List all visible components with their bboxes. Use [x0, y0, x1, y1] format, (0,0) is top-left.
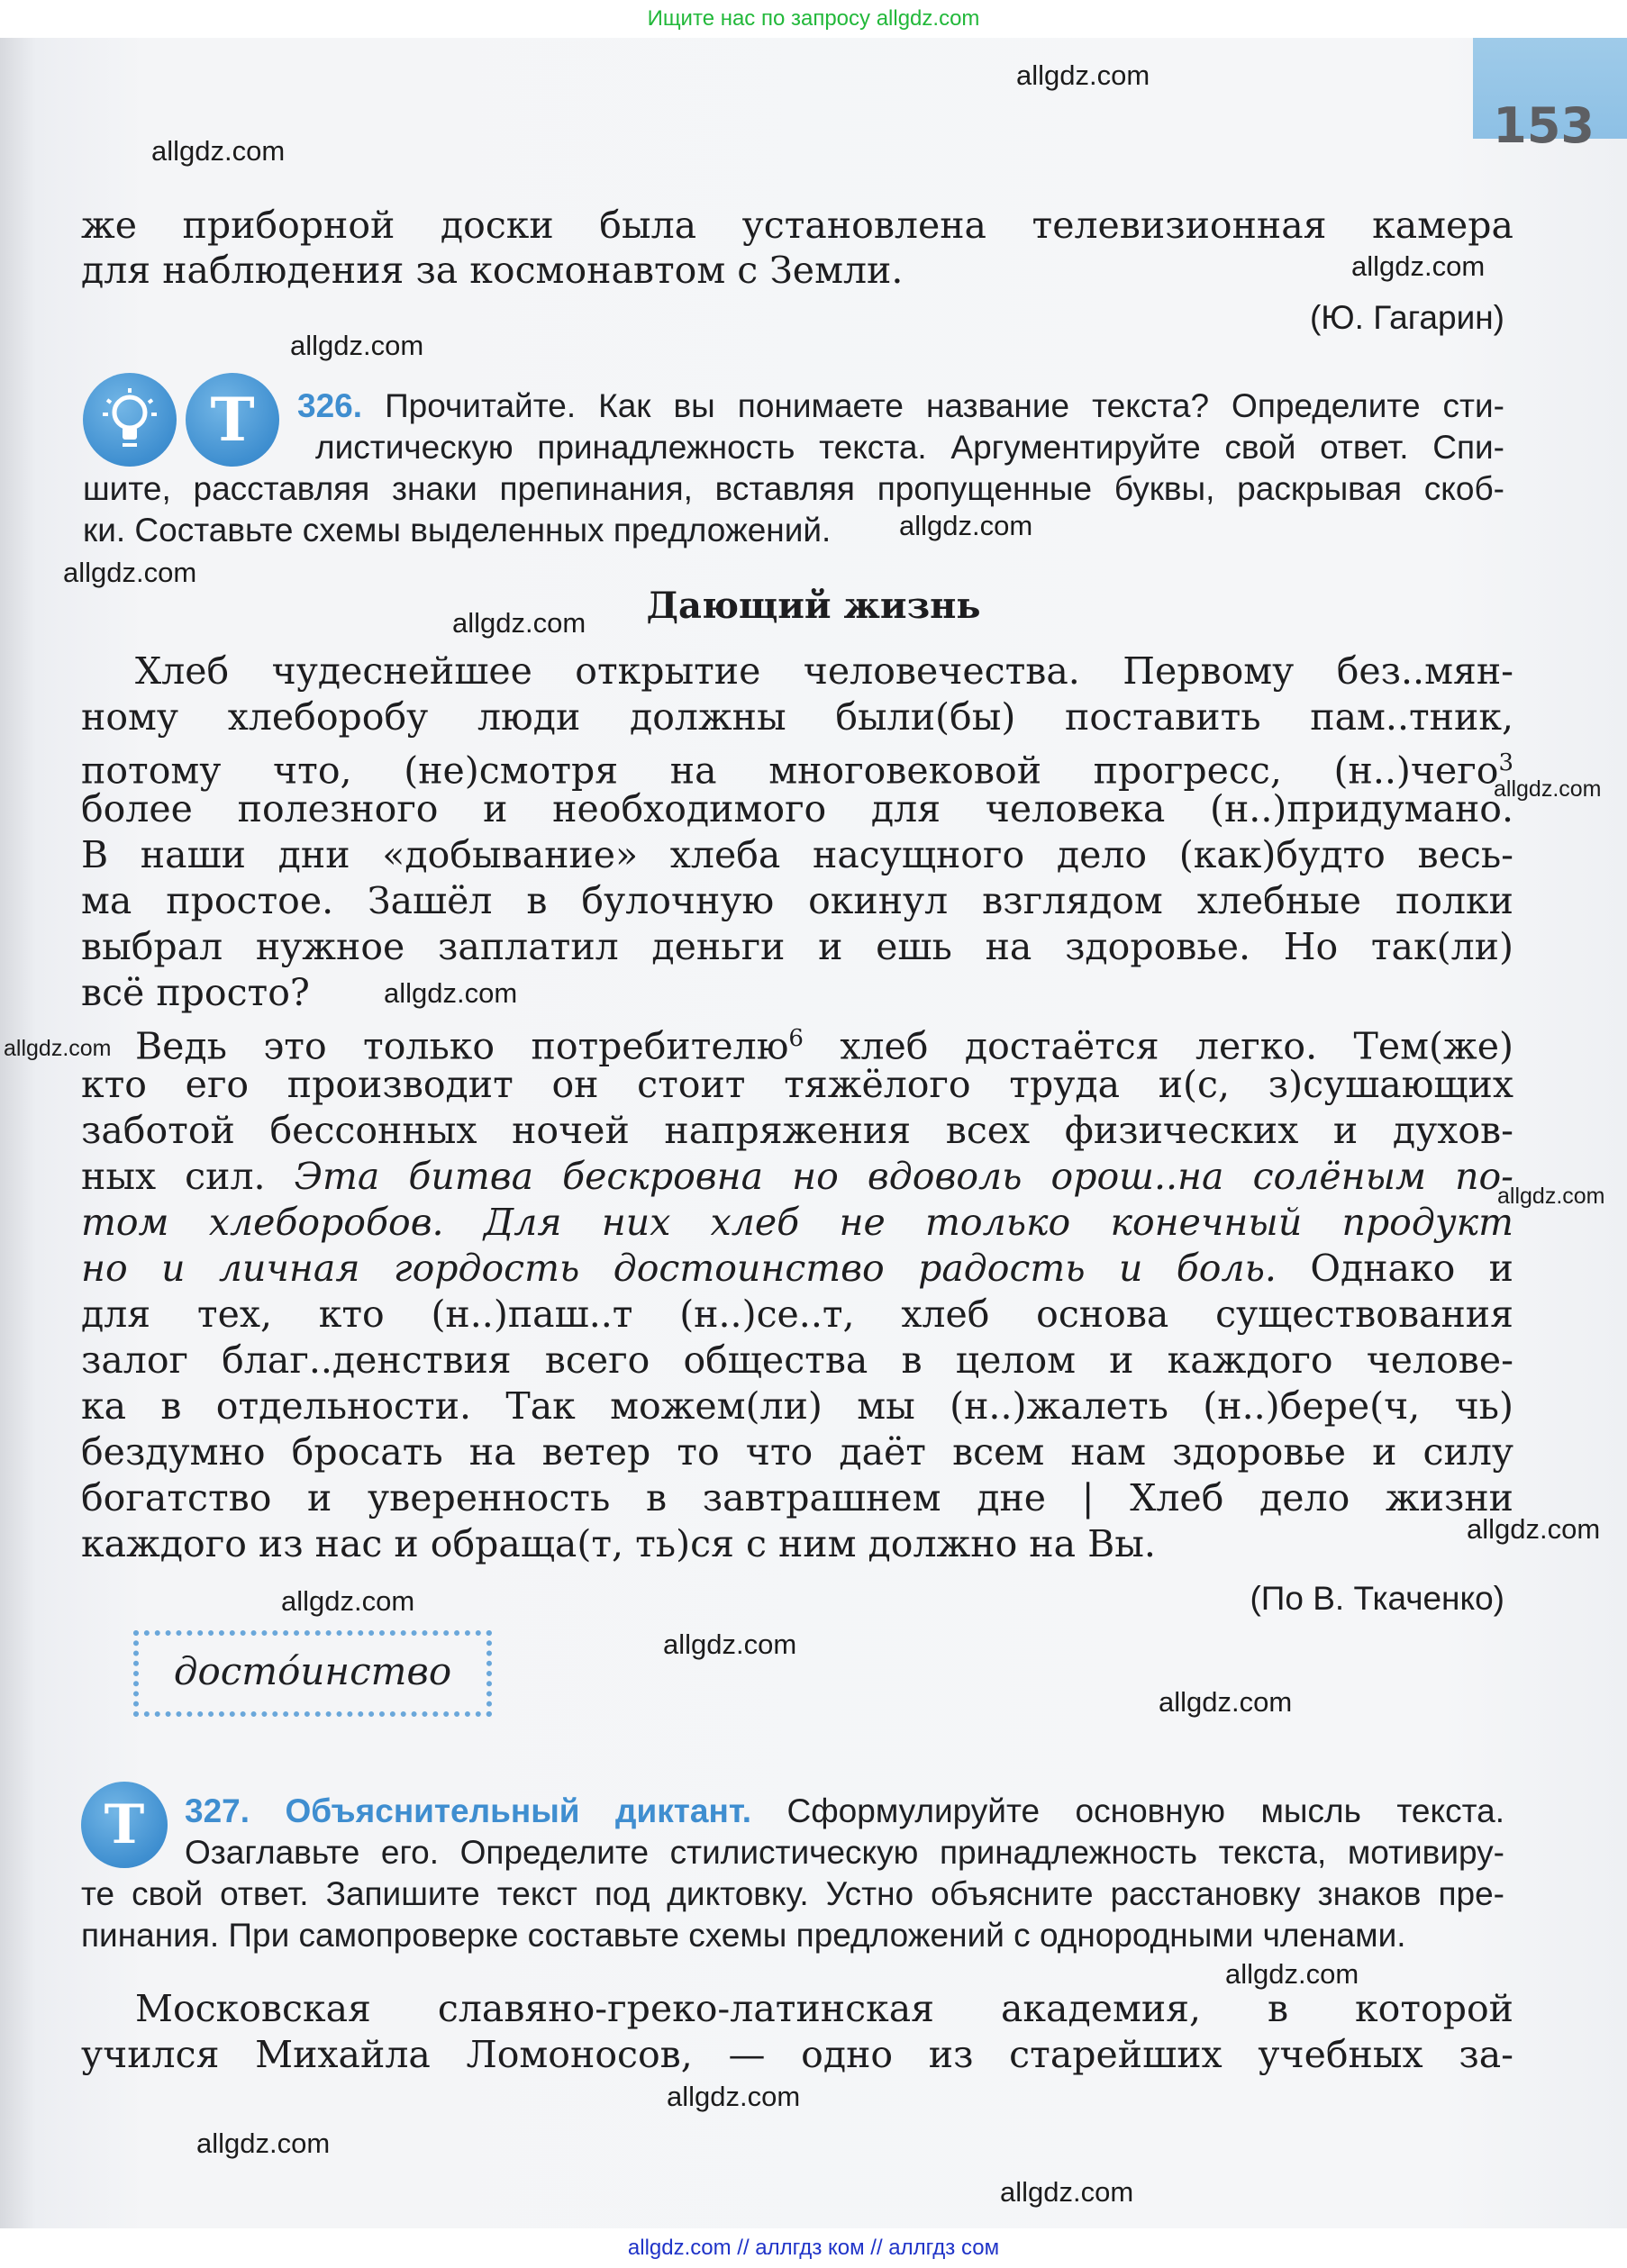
- text-line: бездумно бросать на ветер то что даёт всем нам здоровье и силу: [81, 1430, 1513, 1474]
- footer-banner[interactable]: allgdz.com // аллгдз ком // аллгдз сом: [0, 2228, 1627, 2268]
- lightbulb-icon: [83, 373, 177, 467]
- highlighted-sentence: но и личная гордость достоинство радость и боль.: [81, 1247, 1277, 1290]
- text-line: для наблюдения за космонавтом с Земли.: [81, 249, 904, 292]
- watermark: allgdz.com: [1016, 59, 1150, 91]
- t-letter-icon: Т: [186, 373, 279, 467]
- text-line: всё просто?: [81, 971, 310, 1014]
- text-line: кто его производит он стоит тяжёлого труда и(с, з)сушающих: [81, 1063, 1513, 1106]
- highlighted-sentence: Эта битва бескровна но вдоволь орош..на солёным по-: [294, 1155, 1514, 1198]
- watermark: allgdz.com: [281, 1585, 415, 1617]
- text-line: каждого из нас и обраща(т, ть)ся с ним должно на Вы.: [81, 1522, 1156, 1565]
- watermark: allgdz.com: [384, 977, 518, 1009]
- text-line: для тех, кто (н..)паш..т (н..)се..т, хлеб основа существования: [81, 1293, 1513, 1336]
- attribution: (Ю. Гагарин): [1309, 299, 1504, 336]
- watermark: allgdz.com: [667, 2081, 801, 2112]
- text-line: заботой бессонных ночей напряжения всех физических и духов-: [81, 1109, 1513, 1152]
- exercise-326-instruction-line: шите, расставляя знаки препинания, вставляя пропущенные буквы, раскрывая скоб-: [83, 470, 1504, 507]
- exercise-title: Объяснительный диктант.: [285, 1792, 751, 1829]
- attribution: (По В. Ткаченко): [1250, 1580, 1504, 1617]
- text-line: залог благ..денствия всего общества в целом и каждого челове-: [81, 1338, 1513, 1382]
- text-line: Московская славяно-греко-латинская академия, в которой: [135, 1987, 1513, 2030]
- page-number: 153: [1493, 97, 1595, 154]
- watermark: allgdz.com: [1494, 776, 1602, 802]
- exercise-327-instruction-line: 327. Объяснительный диктант. Сформулируйте основную мысль текста.: [185, 1792, 1504, 1829]
- text-line: но и личная гордость достоинство радость и боль. Однако и: [81, 1247, 1513, 1290]
- exercise-327-instruction-line: пинания. При самопроверке составьте схемы предложений с однородными членами.: [81, 1917, 1406, 1954]
- t-letter-icon: Т: [81, 1782, 168, 1868]
- watermark: allgdz.com: [151, 135, 286, 167]
- header-banner[interactable]: Ищите нас по запросу allgdz.com: [0, 0, 1627, 38]
- text-line: Хлеб чудеснейшее открытие человечества. Первому без..мян-: [135, 649, 1513, 693]
- watermark: allgdz.com: [63, 557, 197, 588]
- watermark: allgdz.com: [899, 510, 1033, 541]
- exercise-326-instruction-line: листическую принадлежность текста. Аргументируйте свой ответ. Спи-: [315, 429, 1504, 466]
- text-line: учился Михайла Ломоносов, — одно из старейших учебных за-: [81, 2033, 1513, 2076]
- text-line: ма простое. Зашёл в булочную окинул взглядом хлебные полки: [81, 879, 1513, 922]
- text-line: выбрал нужное заплатил деньги и ешь на здоровье. Но так(ли): [81, 925, 1513, 968]
- vocabulary-word-box: достóинство: [133, 1630, 492, 1717]
- text-line: Ведь это только потребителю$^6$ хлеб достаётся легко. Тем(же): [135, 1024, 1513, 1068]
- watermark: allgdz.com: [1225, 1958, 1359, 1990]
- watermark: allgdz.com: [1000, 2176, 1134, 2208]
- watermark: allgdz.com: [1159, 1686, 1293, 1718]
- text-line: же приборной доски была установлена телевизионная камера: [81, 204, 1513, 247]
- watermark: allgdz.com: [452, 607, 586, 639]
- watermark: allgdz.com: [1351, 250, 1486, 282]
- watermark: allgdz.com: [1497, 1184, 1605, 1209]
- exercise-326-instruction-line: ки. Составьте схемы выделенных предложений.: [83, 512, 832, 549]
- watermark: allgdz.com: [663, 1628, 797, 1660]
- watermark: allgdz.com: [1467, 1513, 1601, 1545]
- exercise-number: 327.: [185, 1792, 250, 1829]
- text-line: В наши дни «добывание» хлеба насущного дело (как)будто весь-: [81, 833, 1513, 876]
- exercise-327-instruction-line: те свой ответ. Запишите текст под диктовку. Устно объясните расстановку знаков пре-: [81, 1875, 1504, 1912]
- watermark: allgdz.com: [196, 2127, 331, 2159]
- watermark: allgdz.com: [4, 1036, 112, 1061]
- text-line: ка в отдельности. Так можем(ли) мы (н..)жалеть (н..)бере(ч, чь): [81, 1384, 1513, 1428]
- text-line: потому что, (не)смотря на многовековой прогресс, (н..)чего$^3$: [81, 748, 1513, 793]
- exercise-327-instruction-line: Озаглавьте его. Определите стилистическую принадлежность текста, мотивиру-: [185, 1834, 1504, 1871]
- exercise-326-instruction-line: 326. Прочитайте. Как вы понимаете название текста? Определите сти-: [297, 387, 1504, 424]
- text-line: ных сил. Эта битва бескровна но вдоволь орош..на солёным по-: [81, 1155, 1514, 1198]
- exercise-number: 326.: [297, 387, 363, 424]
- text-title: Дающий жизнь: [646, 585, 981, 627]
- watermark: allgdz.com: [290, 330, 424, 361]
- highlighted-sentence: том хлеборобов. Для них хлеб не только конечный продукт: [81, 1201, 1513, 1244]
- text-line: ному хлеборобу люди должны были(бы) поставить пам..тник,: [81, 695, 1513, 739]
- text-line: более полезного и необходимого для человека (н..)придумано.: [81, 787, 1513, 830]
- text-line: богатство и уверенность в завтрашнем дне | Хлеб дело жизни: [81, 1476, 1513, 1520]
